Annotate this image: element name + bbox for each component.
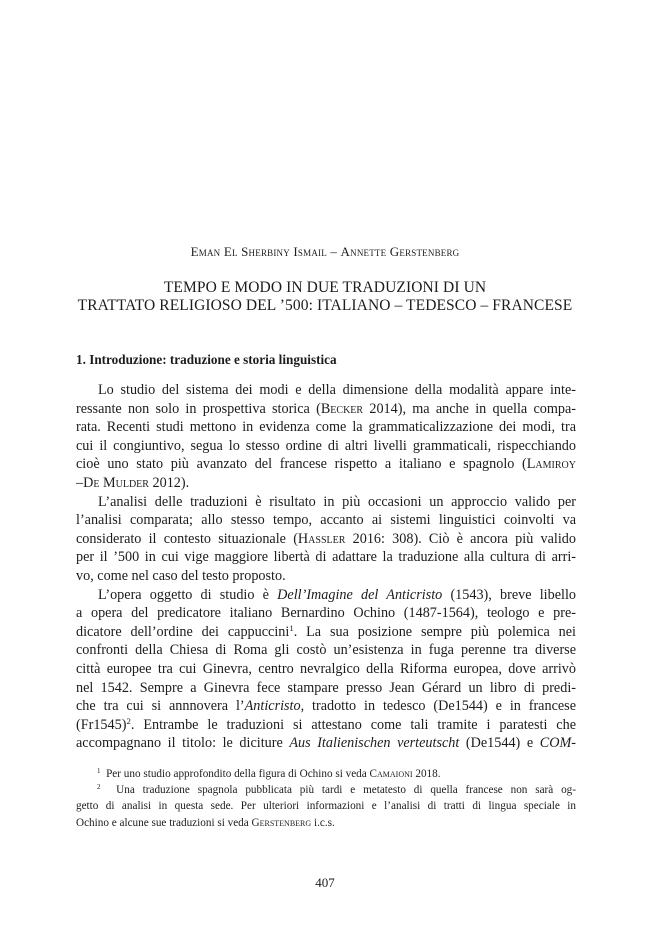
text-line: rata. Recenti studi mettono in evidenza come la grammaticalizzazione dei modi, tra: [76, 419, 576, 436]
author-first-1: Eman: [190, 244, 221, 259]
text-run: –: [76, 474, 84, 491]
text-run: (1543), breve libello: [442, 586, 576, 603]
text-run: (Fr1545): [76, 716, 127, 733]
author-line: [0, 244, 650, 260]
text-line: [76, 697, 576, 716]
text-run: . La sua posizione sempre più polemica nei: [293, 623, 576, 640]
text-run: accompagnano il titolo: le diciture: [76, 735, 290, 752]
footnote-ref-1[interactable]: 1: [289, 622, 294, 633]
text-run: cioè uno stato più avanzato del francese rispetto a italiano e spagnolo (: [76, 456, 527, 473]
citation: Haßler: [297, 530, 346, 547]
text-run: considerato il contesto situazionale (: [76, 530, 298, 547]
article-title-line-1: TEMPO E MODO IN DUE TRADUZIONI DI UN: [163, 279, 487, 296]
work-title: COM-: [539, 735, 576, 752]
text-line: [76, 586, 576, 605]
footnote-1: [76, 766, 576, 782]
text-line: confronti della Chiesa di Roma gli costò un’esistenza in fuga perenne tra diverse: [76, 642, 576, 659]
text-line: nel 1542. Sempre a Ginevra fece stampare presso Jean Gérard un libro di predi-: [76, 679, 576, 696]
text-run: . Entrambe le traduzioni si attestano come tali tramite i paratesti che: [130, 716, 576, 733]
section-heading: 1. Introduzione: traduzione e storia linguistica: [76, 352, 337, 367]
text-line: Lo studio del sistema dei modi e della dimensione della modalità appare inte-: [98, 382, 576, 398]
text-line: per il ’500 in cui vige maggiore libertà di adattare la traduzione alla cultura di arri-: [76, 549, 576, 566]
text-run: i.c.s.: [311, 816, 335, 829]
text-line: [76, 455, 576, 474]
text-line: [76, 474, 576, 493]
footnote-number: 1: [97, 767, 101, 776]
text-line: [76, 530, 576, 549]
footnote-2-line-1: [76, 782, 576, 798]
text-run: 2016: 308). Ciò è ancora più valido: [345, 530, 576, 547]
page-number: 407: [315, 875, 335, 890]
footnote-2-line-3: [76, 815, 576, 831]
text-run: Ochino e alcune sue traduzioni si veda: [76, 816, 252, 829]
citation: Becker: [320, 400, 364, 417]
text-run: , tradotto in tedesco (De1544) e in francese: [300, 698, 576, 715]
text-line: [76, 716, 576, 735]
text-line: L’analisi delle traduzioni è risultato in più occasioni un approccio valido per: [98, 493, 576, 510]
text-line: cui il congiuntivo, segua lo stesso ordine di altri livelli grammaticali, rispecchiando: [76, 437, 576, 454]
footnotes: [76, 766, 576, 831]
author-first-2: Annette: [340, 244, 387, 259]
text-run: 2014), ma anche in quella compa-: [363, 400, 576, 417]
text-run: L’opera oggetto di studio è: [98, 586, 278, 603]
work-title: Anticristo: [244, 698, 301, 715]
paragraph-2: [76, 493, 576, 586]
citation: Lamiroy: [526, 456, 576, 473]
article-title-line-2: TRATTATO RELIGIOSO DEL ’500: ITALIANO – TEDESCO – FRANCESE: [77, 297, 573, 314]
text-run: 2018.: [412, 768, 441, 780]
author-separator: –: [326, 244, 341, 259]
footnote-2-line-2: getto di analisi in questa sede. Per ulteriori informazioni e l’analisi di tratti di lingua speciale in: [76, 800, 576, 813]
text-line: [76, 400, 576, 419]
text-line: [76, 623, 576, 642]
text-line: a opera del predicatore italiano Bernardino Ochino (1487-1564), teologo e pre-: [76, 605, 576, 622]
work-title: Dell’Imagine del Anticristo: [277, 586, 443, 603]
text-run: dicatore dell’ordine dei cappuccini: [76, 623, 290, 640]
paragraph-1: [76, 381, 576, 493]
text-run: che tra cui si annnovera l’: [76, 698, 245, 715]
paragraph-3: [76, 586, 576, 753]
citation: De Mulder: [83, 474, 149, 491]
text-run: Per uno studio approfondito della figura di Ochino si veda: [106, 768, 370, 780]
text-line: l’analisi comparata; allo stesso tempo, accanto ai sistemi linguistici coinvolti va: [76, 512, 576, 529]
footnote-ref-2[interactable]: 2: [126, 715, 131, 726]
text-run: Una traduzione spagnola pubblicata più tardi e metatesto di quella francese non sarà og-: [116, 784, 576, 797]
text-line: città europee tra cui Ginevra, centro nevralgico della Riforma europea, dove arrivò: [76, 660, 576, 677]
citation: Camaioni: [369, 768, 413, 780]
author-last-2: Gerstenberg: [389, 244, 460, 259]
text-run: (De1544) e: [459, 735, 540, 752]
text-run: ressante non solo in prospettiva storica (: [76, 400, 321, 417]
text-run: 2012).: [148, 474, 190, 491]
author-last-1: El Sherbiny Ismail: [223, 244, 327, 259]
footnote-number: 2: [97, 783, 101, 792]
work-title: Aus Italienischen verteutscht: [289, 735, 460, 752]
citation: Gerstenberg: [251, 816, 312, 829]
text-line: vo, come nel caso del testo proposto.: [76, 567, 286, 584]
text-line: [76, 734, 576, 753]
